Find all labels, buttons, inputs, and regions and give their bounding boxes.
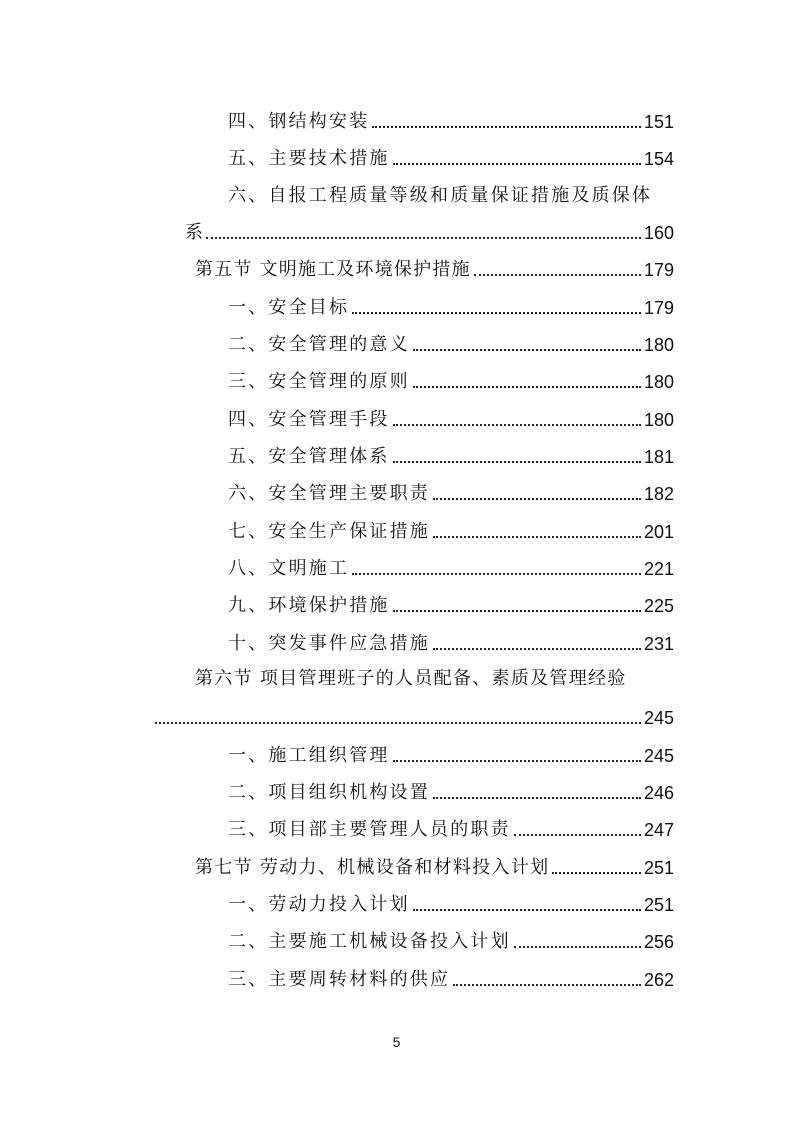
dot-leader [514,834,641,836]
toc-entry[interactable] [228,738,674,768]
toc-entry[interactable] [228,141,674,171]
dot-leader [474,274,641,276]
toc-entry[interactable] [228,588,674,618]
toc-entry-label: 一、施工组织管理 [228,745,390,766]
toc-entry-page: 256 [643,932,674,952]
toc-entry[interactable] [228,962,674,992]
toc-entry-label: 四、安全管理手段 [228,409,390,430]
toc-entry-label: 二、安全管理的意义 [228,334,410,355]
dot-leader [393,163,641,165]
toc-entry-page: 251 [643,895,674,915]
toc-entry-continuation[interactable] [155,700,674,730]
dot-leader [514,946,641,948]
toc-entry-label: 五、主要技术措施 [228,148,390,169]
toc-entry-page: 179 [643,298,674,318]
toc-entry[interactable] [228,402,674,432]
toc-entry[interactable] [228,626,674,656]
toc-entry[interactable] [228,551,674,581]
toc-entry[interactable] [228,476,674,506]
toc-entry-page: 180 [643,335,674,355]
dot-leader [413,386,641,388]
dot-leader [552,872,641,874]
toc-section-entry[interactable] [195,850,674,880]
toc-entry-page: 231 [643,634,674,654]
toc-entry-page: 182 [643,484,674,504]
toc-entry-page: 247 [643,820,674,840]
toc-entry[interactable] [228,290,674,320]
toc-section-entry[interactable] [195,252,674,282]
dot-leader [393,760,641,762]
toc-entry[interactable] [228,775,674,805]
dot-leader [453,984,641,986]
toc-entry-label: 三、项目部主要管理人员的职责 [228,819,511,840]
toc-entry-label: 二、主要施工机械设备投入计划 [228,931,511,952]
dot-leader [206,237,641,239]
toc-entry-page: 180 [643,372,674,392]
toc-section-label: 第七节 劳动力、机械设备和材料投入计划 [195,857,550,878]
dot-leader [433,648,641,650]
dot-leader [393,461,641,463]
toc-entry-page: 245 [643,746,674,766]
dot-leader [433,536,641,538]
dot-leader [433,498,641,500]
toc-entry-label: 一、劳动力投入计划 [228,894,410,915]
toc-entry-page: 160 [643,223,674,243]
toc-entry[interactable] [228,327,674,357]
dot-leader [372,126,641,128]
dot-leader [393,610,641,612]
toc-entry-label: 九、环境保护措施 [228,595,390,616]
toc-entry-page: 251 [643,858,674,878]
toc-entry-page: 201 [643,522,674,542]
toc-entry-page: 246 [643,783,674,803]
toc-entry-page: 151 [643,112,674,132]
toc-entry-page: 221 [643,559,674,579]
toc-entry-label: 四、钢结构安装 [228,111,370,132]
toc-entry-label: 八、文明施工 [228,558,350,579]
dot-leader [433,797,641,799]
toc-entry[interactable] [228,104,674,134]
toc-entry[interactable] [228,514,674,544]
toc-entry-label: 六、安全管理主要职责 [228,483,430,504]
dot-leader [413,349,641,351]
toc-entry-page: 154 [643,149,674,169]
toc-entry-page: 179 [643,260,674,280]
toc-entry-label: 三、安全管理的原则 [228,371,410,392]
toc-entry-continuation[interactable] [185,215,674,245]
toc-section-label[interactable]: 第六节 项目管理班子的人员配备、素质及管理经验 [195,668,627,689]
toc-entry[interactable] [228,439,674,469]
toc-entry-page: 225 [643,596,674,616]
dot-leader [155,722,641,724]
toc-entry-page: 180 [643,410,674,430]
toc-entry-page: 262 [643,970,674,990]
toc-entry-page: 181 [643,447,674,467]
dot-leader [393,424,641,426]
page-number: 5 [392,1034,401,1050]
toc-section-label: 第五节 文明施工及环境保护措施 [195,259,471,280]
toc-entry[interactable] [228,812,674,842]
toc-entry[interactable] [228,924,674,954]
toc-entry[interactable] [228,887,674,917]
dot-leader [352,312,641,314]
toc-entry-label[interactable]: 六、自报工程质量等级和质量保证措施及质保体 [228,185,653,206]
toc-entry-label: 七、安全生产保证措施 [228,521,430,542]
toc-entry-label: 二、项目组织机构设置 [228,782,430,803]
dot-leader [413,909,641,911]
toc-entry-label: 十、突发事件应急措施 [228,633,430,654]
toc-entry-label-continuation: 系 [185,222,203,243]
toc-entry-label: 三、主要周转材料的供应 [228,969,451,990]
dot-leader [352,573,641,575]
toc-entry-page: 245 [643,708,674,728]
toc-entry-label: 五、安全管理体系 [228,446,390,467]
toc-entry[interactable] [228,364,674,394]
toc-entry-label: 一、安全目标 [228,297,350,318]
